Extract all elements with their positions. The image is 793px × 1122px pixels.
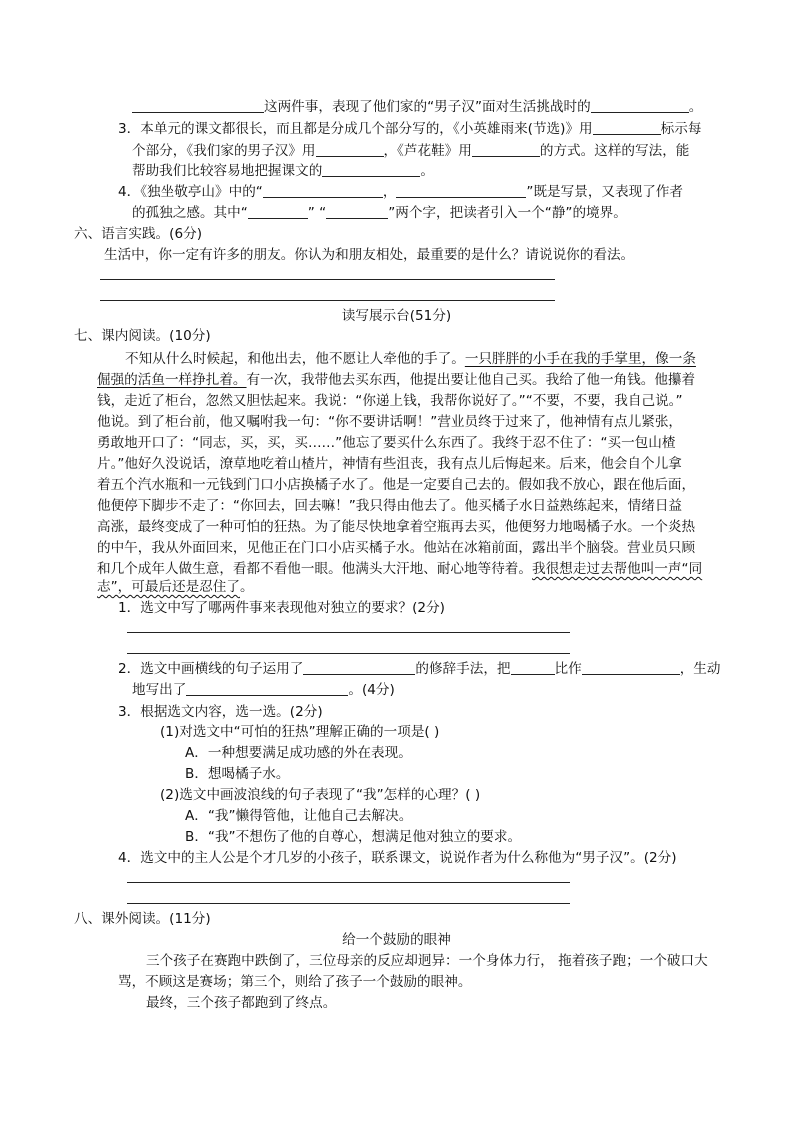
passage-line: 片。”他好久没说话，潦草地吃着山楂片，神情有些沮丧，我有点儿后悔起来。后来，他会自个儿拿 (97, 456, 682, 472)
passage-line: 志”，可最后还是忍住了。 (97, 579, 254, 595)
answer-blank[interactable] (263, 184, 383, 198)
option-a[interactable]: A．“我”懒得管他，让他自己去解决。 (185, 808, 413, 824)
passage-line: 不知从什么时候起，和他出去，他不愿让人牵他的手了。一只胖胖的小手在我的手掌里，像一条 (125, 351, 696, 367)
answer-blank[interactable] (186, 682, 348, 696)
answer-blank[interactable] (316, 143, 384, 157)
q5-item3-line1: 3．本单元的课文都很长，而且都是分成几个部分写的，《小英雄雨来(节选)》用 标示每 (118, 121, 702, 137)
underlined-sentence: 倔强的活鱼一样挣扎着。 (97, 372, 247, 388)
answer-line[interactable] (127, 653, 570, 654)
q8-article-title: 给一个鼓励的眼神 (342, 932, 451, 948)
q7-sub2-line2: 地写出了 。(4分) (132, 682, 395, 698)
passage-line: 倔强的活鱼一样挣扎着。有一次，我带他去买东西，他提出要让他自己买。我给了他一角钱。他攥着 (97, 372, 696, 388)
article-line: 最终，三个孩子都跑到了终点。 (146, 995, 337, 1011)
q5-line1: 这两件事，表现了他们家的“男子汉”面对生活挑战时的 。 (132, 99, 702, 115)
answer-blank[interactable] (582, 661, 680, 675)
wavy-sentence: 我很想走过去帮他叫一声“同 (532, 561, 703, 577)
option-b[interactable]: B．“我”不想伤了他的自尊心，想满足他对独立的要求。 (185, 829, 522, 845)
q7-sub3-1: (1)对选文中“可怕的狂热”理解正确的一项是( ) (160, 724, 440, 740)
passage-line: 他说。到了柜台前，他又嘱咐我一句：“你不要讲话啊！”营业员终于过来了，他神情有点儿紧张， (97, 414, 683, 430)
answer-blank[interactable] (303, 661, 415, 675)
q7-heading: 七、课内阅读。(10分) (74, 328, 211, 344)
q7-sub3-2: (2)选文中画波浪线的句子表现了“我”怎样的心理？( ) (160, 787, 481, 803)
q5-item4-line1: 4．《独坐敬亭山》中的“ ， ”既是写景，又表现了作者 (118, 184, 683, 200)
answer-line[interactable] (100, 300, 555, 301)
q7-sub3: 3．根据选文内容，选一选。(2分) (118, 704, 323, 720)
passage-line: 着五个汽水瓶和一元钱到门口小店换橘子水了。他是一定要自己去的。假如我不放心，跟在他后面， (97, 477, 696, 493)
article-line: 三个孩子在赛跑中跌倒了，三位母亲的反应却迥异：一个身体力行， 拖着孩子跑；一个破口大 (146, 953, 708, 969)
q8-heading: 八、课外阅读。(11分) (74, 911, 211, 927)
passage-line: 他便停下脚步不走了：“你回去，回去嘛！”我只得由他去了。他买橘子水日益熟练起来，情绪日益 (97, 498, 683, 514)
answer-blank[interactable] (132, 99, 264, 113)
answer-line[interactable] (127, 903, 570, 904)
q5-item4-line2: 的孤独之感。其中“ ” “ ”两个字，把读者引入一个“静”的境界。 (132, 205, 627, 221)
passage-line: 钱，走近了柜台，忽然又胆怯起来。我说：“你递上钱，我帮你说好了。”“不要，不要，我自己说。” (97, 393, 683, 409)
option-b[interactable]: B．想喝橘子水。 (185, 766, 290, 782)
answer-blank[interactable] (396, 184, 526, 198)
q7-sub2-line1: 2．选文中画横线的句子运用了 的修辞手法，把 比作 ，生动 (118, 661, 721, 677)
q6-prompt: 生活中，你一定有许多的朋友。你认为和朋友相处，最重要的是什么？请说说你的看法。 (104, 247, 635, 263)
q7-sub1: 1．选文中写了哪两件事来表现他对独立的要求？(2分) (118, 600, 445, 616)
answer-blank[interactable] (322, 163, 420, 177)
q6-heading: 六、语言实践。(6分) (74, 226, 203, 242)
answer-line[interactable] (100, 279, 555, 280)
q5-item3-line3: 帮助我们比较容易地把握课文的 。 (132, 163, 434, 179)
passage-line: 勇敢地开口了：“同志，买，买，买……”他忘了要买什么东西了。我终于忍不住了：“买一包山楂 (97, 435, 676, 451)
wavy-sentence: 志”，可最后还是忍住了 (97, 579, 240, 595)
answer-blank[interactable] (472, 143, 540, 157)
q5-item3-line2: 个部分，《我们家的男子汉》用 ，《芦花鞋》用 的方式。这样的写法，能 (132, 143, 690, 159)
answer-blank[interactable] (326, 205, 388, 219)
option-a[interactable]: A．一种想要满足成功感的外在表现。 (185, 745, 412, 761)
answer-blank[interactable] (248, 205, 308, 219)
answer-line[interactable] (127, 632, 570, 633)
answer-blank[interactable] (593, 121, 661, 135)
article-line: 骂，不顾这是赛场；第三个，则给了孩子一个鼓励的眼神。 (118, 974, 472, 990)
answer-blank[interactable] (591, 99, 689, 113)
underlined-sentence: 一只胖胖的小手在我的手掌里，像一条 (464, 351, 696, 367)
answer-blank[interactable] (511, 661, 555, 675)
section-title: 读写展示台(51分) (341, 308, 452, 324)
passage-line: 的中午，我从外面回来，见他正在门口小店买橘子水。他站在冰箱前面，露出半个脑袋。营业员只顾 (97, 540, 696, 556)
answer-line[interactable] (127, 882, 570, 883)
passage-line: 和几个成年人做生意，看都不看他一眼。他满头大汗地、耐心地等待着。我很想走过去帮他叫一声“同 (97, 561, 703, 577)
passage-line: 高涨，最终变成了一种可怕的狂热。为了能尽快地拿着空瓶再去买，他便努力地喝橘子水。一个炎热 (97, 519, 696, 535)
q7-sub4: 4．选文中的主人公是个才几岁的小孩子，联系课文，说说作者为什么称他为“男子汉”。(2分) (118, 850, 677, 866)
